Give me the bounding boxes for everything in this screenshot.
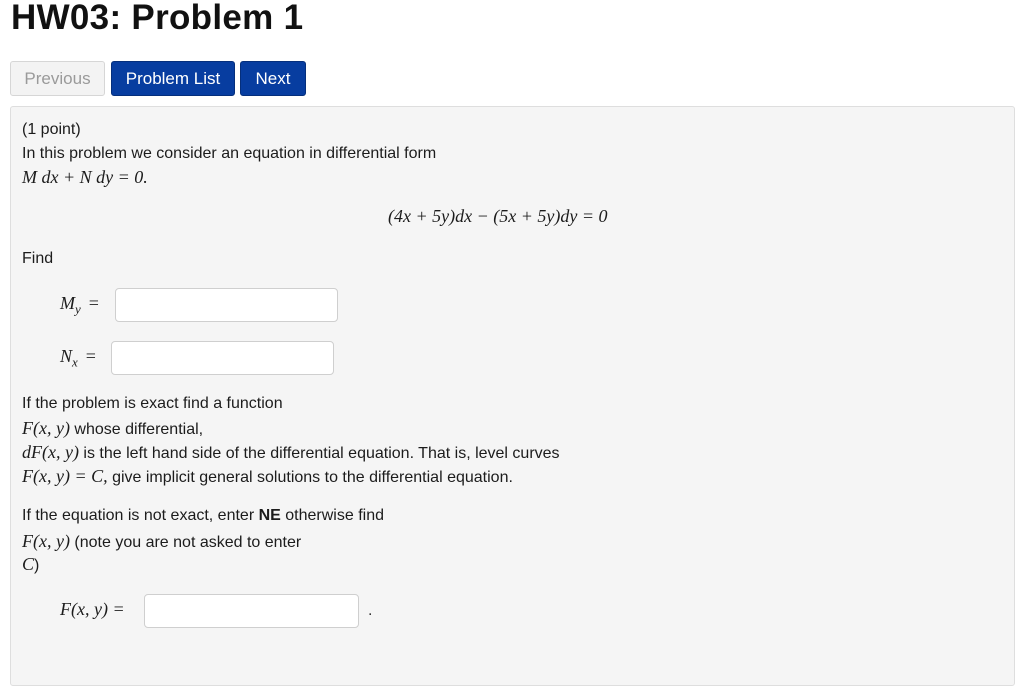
nx-equals: = — [85, 346, 96, 366]
nx-label: $N_x$ = — [60, 346, 96, 370]
my-input[interactable] — [115, 288, 338, 322]
trailing-period: . — [368, 602, 373, 619]
page-title: HW03: Problem 1 — [11, 0, 304, 37]
ne-line-3: C) — [22, 554, 40, 574]
nx-input[interactable] — [111, 341, 334, 375]
problem-equation: (4x + 5y)dx − (5x + 5y)dy = 0 — [388, 206, 608, 226]
exact-line-2: F(x, y) whose differential, — [22, 418, 204, 438]
differential-form: M dx + N dy = 0. — [22, 167, 148, 187]
problem-list-button[interactable]: Problem List — [111, 61, 235, 96]
ne-line-2: F(x, y) (note you are not asked to enter — [22, 531, 302, 551]
my-label: $M_y$ = — [60, 293, 99, 317]
find-label: Find — [22, 250, 54, 267]
previous-button[interactable]: Previous — [10, 61, 105, 96]
my-equals: = — [88, 293, 99, 313]
my-subscript: y — [75, 301, 81, 317]
exact-line-1: If the problem is exact find a function — [22, 395, 283, 412]
f-input[interactable] — [144, 594, 359, 628]
f-label: F(x, y) = — [60, 599, 125, 619]
exact-line-3: dF(x, y) is the left hand side of the differential equation. That is, level curves — [22, 442, 560, 462]
points-label: (1 point) — [22, 121, 81, 138]
exact-line-4: F(x, y) = C, give implicit general solutions to the differential equation. — [22, 466, 513, 486]
ne-line-1: If the equation is not exact, enter NE otherwise find — [22, 507, 384, 524]
ne-keyword: NE — [258, 507, 281, 524]
intro-text: In this problem we consider an equation in differential form — [22, 145, 437, 162]
next-button[interactable]: Next — [240, 61, 306, 96]
nx-subscript: x — [72, 354, 78, 370]
